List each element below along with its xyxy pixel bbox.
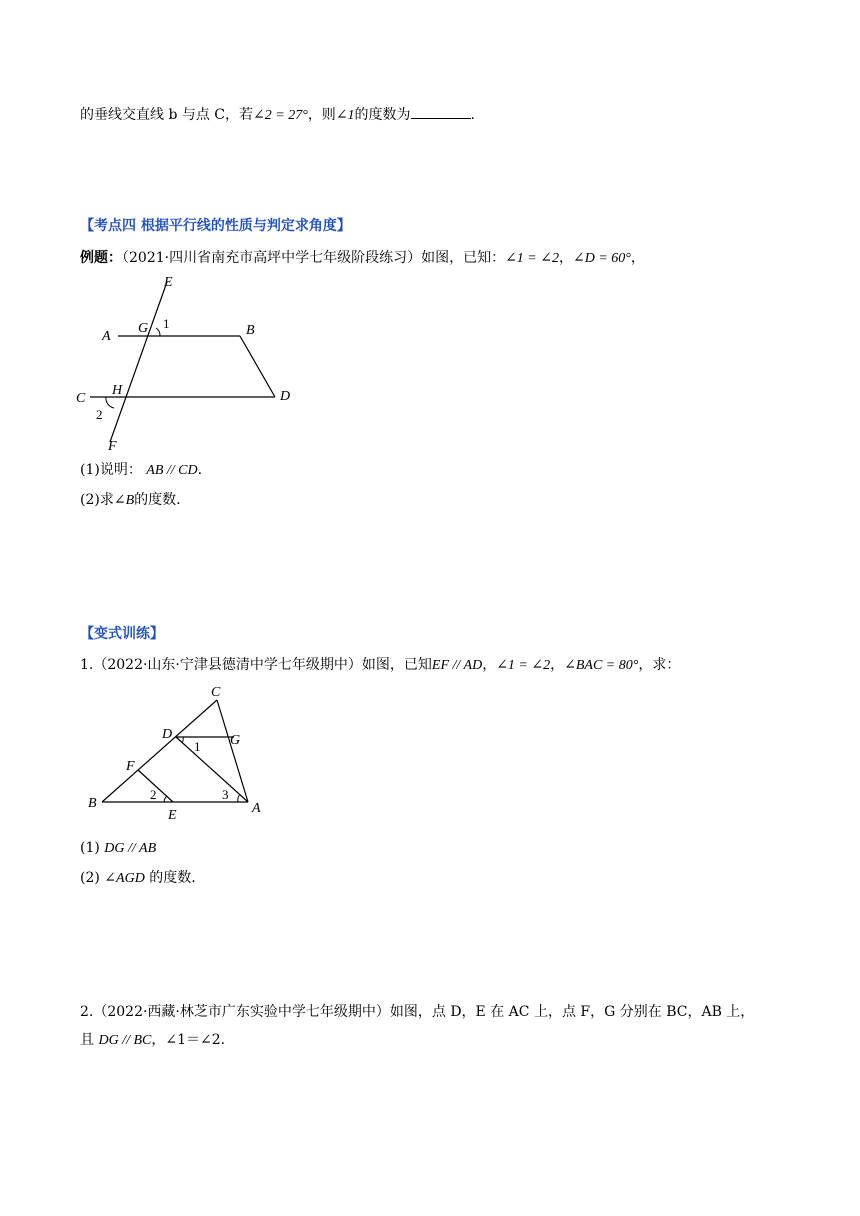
answer-blank bbox=[411, 104, 471, 119]
label-d2: D bbox=[162, 727, 173, 742]
angle-2-arc bbox=[106, 397, 114, 408]
label-angle-2: 2 bbox=[96, 407, 103, 422]
problem1-q1-math: DG // AB bbox=[104, 841, 157, 856]
example-q2 bbox=[80, 490, 181, 511]
example-q1-math: AB // CD bbox=[146, 463, 198, 478]
problem2-line2 bbox=[80, 1030, 225, 1051]
label-b2: B bbox=[88, 796, 97, 811]
example-q2-end: 的度数. bbox=[134, 492, 181, 508]
problem1-q2-end: 的度数. bbox=[149, 870, 196, 886]
label-angle-1b: 1 bbox=[194, 739, 201, 754]
example-figure bbox=[70, 270, 310, 460]
problem1-sep2: ， bbox=[550, 657, 565, 673]
line-bd bbox=[240, 336, 275, 397]
top-angle1: ∠1 bbox=[335, 108, 355, 123]
example-sep: ， bbox=[559, 250, 573, 266]
label-g2: G bbox=[230, 733, 241, 748]
example-source: （2021·四川省南充市高坪中学七年级阶段练习）如图，已知： bbox=[122, 250, 506, 266]
label-e: E bbox=[164, 275, 173, 290]
top-prefix: 的垂线交直线 b 与点 C，若 bbox=[80, 107, 254, 123]
top-angle2: ∠2 = 27° bbox=[253, 108, 308, 123]
problem1-cond3: ∠BAC = 80° bbox=[564, 658, 639, 673]
example-line bbox=[80, 248, 645, 269]
angle-1-arc bbox=[156, 328, 160, 336]
top-end: . bbox=[470, 107, 475, 123]
problem1-cond1: EF // AD bbox=[431, 658, 483, 673]
label-a: A bbox=[102, 329, 111, 344]
label-angle-3: 3 bbox=[222, 787, 229, 802]
problem1-end: ，求： bbox=[638, 657, 681, 673]
label-angle-1: 1 bbox=[163, 316, 170, 331]
problem2-line2-suffix: ，∠1＝∠2. bbox=[151, 1032, 226, 1048]
example-q1 bbox=[80, 460, 202, 481]
example-q1-text: 说明： bbox=[99, 462, 142, 478]
problem2-line1: 2.（2022·西藏·林芝市广东实验中学七年级期中）如图，点 D，E 在 AC 上，点 F，G 分别在 BC，AB 上， bbox=[80, 1004, 755, 1020]
example-end: ， bbox=[630, 250, 645, 266]
section-heading: 【考点四 根据平行线的性质与判定求角度】 bbox=[80, 218, 351, 234]
line-ef bbox=[110, 282, 167, 442]
problem1-cond2: ∠1 = ∠2 bbox=[496, 658, 551, 673]
problem2-line2-prefix: 且 bbox=[80, 1032, 94, 1048]
label-e2: E bbox=[168, 808, 177, 823]
problem1-text: 1.（2022·山东·宁津县德清中学七年级期中）如图，已知 bbox=[80, 657, 432, 673]
example-q2-text: 求 bbox=[99, 492, 114, 508]
problem1-q2-math: ∠AGD bbox=[104, 871, 145, 886]
variant-heading: 【变式训练】 bbox=[80, 626, 164, 642]
label-c: C bbox=[76, 391, 86, 406]
problem1-q2-num: (2) bbox=[80, 870, 100, 886]
problem1-line bbox=[80, 655, 680, 676]
problem1-q2 bbox=[80, 868, 196, 889]
label-b: B bbox=[246, 323, 255, 338]
angle-2-arc2 bbox=[164, 796, 167, 802]
label-angle-2b: 2 bbox=[150, 787, 157, 802]
label-d: D bbox=[280, 389, 291, 404]
example-label: 例题： bbox=[80, 250, 122, 266]
example-cond1: ∠1 = ∠2 bbox=[505, 251, 559, 266]
angle-1-arc2 bbox=[182, 737, 183, 743]
angle-3-arc bbox=[238, 794, 240, 802]
label-h: H bbox=[112, 383, 123, 398]
problem1-figure bbox=[80, 680, 280, 825]
top-text-line bbox=[80, 104, 475, 126]
label-a2: A bbox=[252, 801, 261, 816]
label-g: G bbox=[138, 321, 149, 336]
example-q1-num: (1) bbox=[80, 462, 100, 478]
problem1-q1-num: (1) bbox=[80, 840, 100, 856]
example-cond2: ∠D = 60° bbox=[573, 251, 631, 266]
example-q2-num: (2) bbox=[80, 492, 100, 508]
label-c2: C bbox=[211, 685, 221, 700]
label-f: F bbox=[108, 439, 117, 454]
example-q1-end: . bbox=[197, 462, 203, 478]
problem1-q1 bbox=[80, 838, 156, 859]
problem2-line2-math: DG // BC bbox=[98, 1033, 152, 1048]
example-q2-math: ∠B bbox=[113, 493, 135, 508]
label-f2: F bbox=[126, 759, 135, 774]
top-mid: ，则 bbox=[307, 107, 336, 123]
problem1-sep1: ， bbox=[482, 657, 497, 673]
top-suffix: 的度数为 bbox=[354, 107, 411, 123]
